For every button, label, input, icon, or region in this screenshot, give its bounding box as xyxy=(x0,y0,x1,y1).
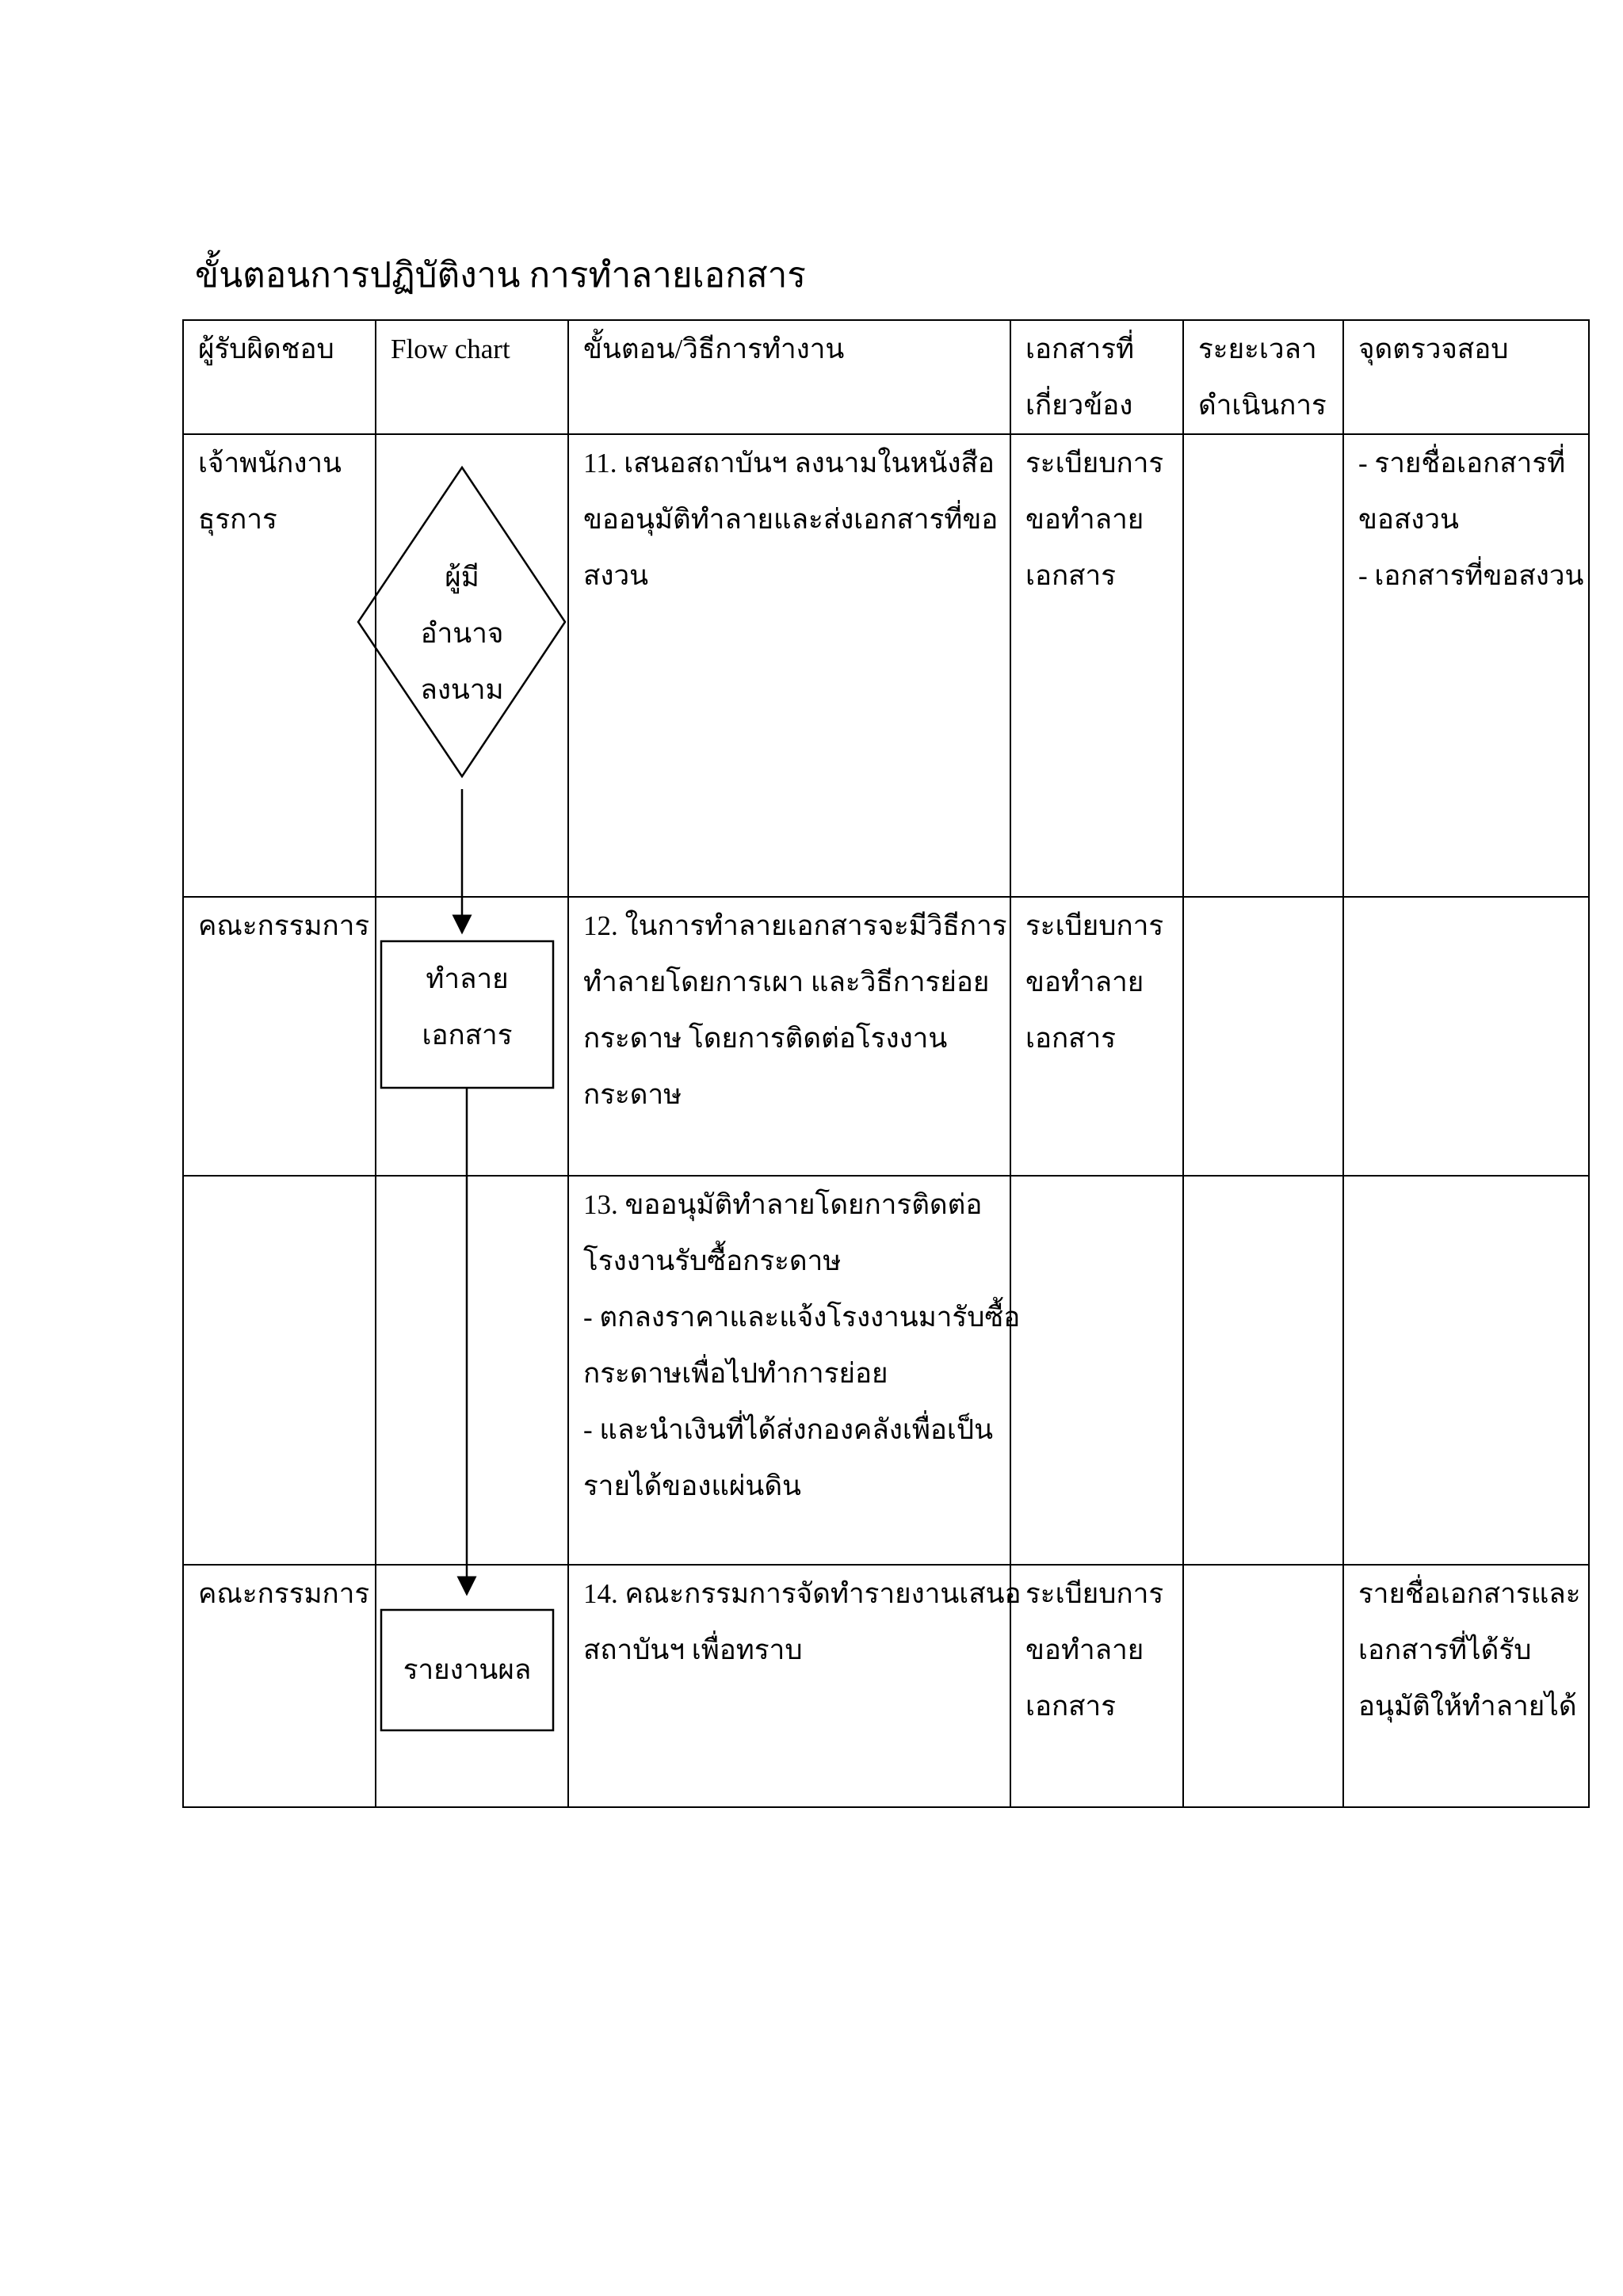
header-row xyxy=(183,320,1589,434)
text-line: ผู้มี xyxy=(445,562,479,593)
responsible-cell xyxy=(183,434,376,897)
text-line: ทำลายโดยการเผา และวิธีการย่อย xyxy=(583,967,990,997)
text-line: เอกสาร xyxy=(1025,1691,1116,1722)
text-line: ระเบียบการ xyxy=(1025,910,1164,941)
header-documents xyxy=(1010,320,1183,434)
document-cell xyxy=(1010,434,1183,897)
duration-cell xyxy=(1183,1565,1343,1807)
header-checkpoint xyxy=(1343,320,1589,434)
step-cell xyxy=(568,434,1010,897)
text-line: สถาบันฯ เพื่อทราบ xyxy=(583,1634,803,1665)
text-line: กระดาษ โดยการติดต่อโรงงาน xyxy=(583,1023,948,1054)
text-line: อำนาจ xyxy=(420,618,504,649)
text-line: คณะกรรมการ xyxy=(198,910,370,941)
text-line: เอกสาร xyxy=(1025,560,1116,591)
text-line: 14. คณะกรรมการจัดทำรายงานเสนอ xyxy=(583,1578,1022,1609)
text-line: ขอทำลาย xyxy=(1025,504,1144,535)
document-cell xyxy=(1010,1176,1183,1565)
text-line: - และนำเงินที่ได้ส่งกองคลังเพื่อเป็น xyxy=(583,1414,994,1445)
header-responsible: ผู้รับผิดชอบ xyxy=(183,320,376,434)
flowchart-cell xyxy=(376,1176,568,1565)
text-line: ระเบียบการ xyxy=(1025,1578,1164,1609)
text-line: คณะกรรมการ xyxy=(198,1578,370,1609)
text-line: ธุรการ xyxy=(198,504,277,535)
text-line: จุดตรวจสอบ xyxy=(1358,334,1509,364)
text-line: ระเบียบการ xyxy=(1025,448,1164,479)
text-line: ทำลาย xyxy=(426,963,509,994)
table-row xyxy=(183,1176,1589,1565)
text-line: - ตกลงราคาและแจ้งโรงงานมารับซื้อ xyxy=(583,1302,1021,1333)
step-cell xyxy=(568,897,1010,1176)
text-line: ขอทำลาย xyxy=(1025,967,1144,997)
decision-label xyxy=(383,549,541,718)
responsible-cell xyxy=(183,1565,376,1807)
checkpoint-cell xyxy=(1343,434,1589,897)
text-line: ลงนาม xyxy=(420,674,504,705)
text-line: รายได้ของแผ่นดิน xyxy=(583,1470,801,1501)
text-line: ขออนุมัติทำลายและส่งเอกสารที่ขอ xyxy=(583,504,999,535)
responsible-cell xyxy=(183,897,376,1176)
text-line: เกี่ยวข้อง xyxy=(1025,390,1133,421)
text-line: ระยะเวลา xyxy=(1198,334,1317,364)
step-cell xyxy=(568,1176,1021,1565)
duration-cell xyxy=(1183,434,1343,897)
text-line: ขั้นตอน/วิธีการทำงาน xyxy=(583,334,845,364)
header-flowchart: Flow chart xyxy=(376,320,568,434)
duration-cell xyxy=(1183,897,1343,1176)
text-line: เอกสาร xyxy=(1025,1023,1116,1054)
text-line: เอกสารที่ได้รับ xyxy=(1358,1634,1532,1665)
document-cell xyxy=(1010,897,1183,1176)
text-line: กระดาษ xyxy=(583,1079,682,1110)
process-report-label xyxy=(381,1642,553,1698)
process-destroy-label xyxy=(381,951,553,1063)
step-cell xyxy=(568,1565,1022,1807)
checkpoint-cell xyxy=(1343,1176,1589,1565)
text-line: 13. ขออนุมัติทำลายโดยการติดต่อ xyxy=(583,1189,983,1220)
text-line: 11. เสนอสถาบันฯ ลงนามในหนังสือ xyxy=(583,448,995,479)
text-line: สงวน xyxy=(583,560,649,591)
text-line: เอกสารที่ xyxy=(1025,334,1135,364)
responsible-cell xyxy=(183,1176,376,1565)
checkpoint-cell xyxy=(1343,897,1589,1176)
duration-cell xyxy=(1183,1176,1343,1565)
text-line: โรงงานรับซื้อกระดาษ xyxy=(583,1245,842,1276)
text-line: - รายชื่อเอกสารที่ xyxy=(1358,448,1566,479)
text-line: - เอกสารที่ขอสงวน xyxy=(1358,560,1584,591)
header-steps xyxy=(568,320,1010,434)
procedure-table xyxy=(182,319,1590,1808)
text-line: รายชื่อเอกสารและ xyxy=(1358,1578,1581,1609)
text-line: ดำเนินการ xyxy=(1198,390,1327,421)
text-line: อนุมัติให้ทำลายได้ xyxy=(1358,1691,1577,1722)
document-cell xyxy=(1010,1565,1183,1807)
page-title: ขั้นตอนการปฏิบัติงาน การทำลายเอกสาร xyxy=(195,256,806,295)
header-duration xyxy=(1183,320,1343,434)
text-line: รายงานผล xyxy=(403,1654,532,1685)
text-line: 12. ในการทำลายเอกสารจะมีวิธีการ xyxy=(583,910,1007,941)
text-line: ขอสงวน xyxy=(1358,504,1459,535)
text-line: ขอทำลาย xyxy=(1025,1634,1144,1665)
text-line: เอกสาร xyxy=(422,1020,513,1051)
checkpoint-cell xyxy=(1343,1565,1589,1807)
text-line: กระดาษเพื่อไปทำการย่อย xyxy=(583,1358,888,1389)
text-line: เจ้าพนักงาน xyxy=(198,448,342,479)
